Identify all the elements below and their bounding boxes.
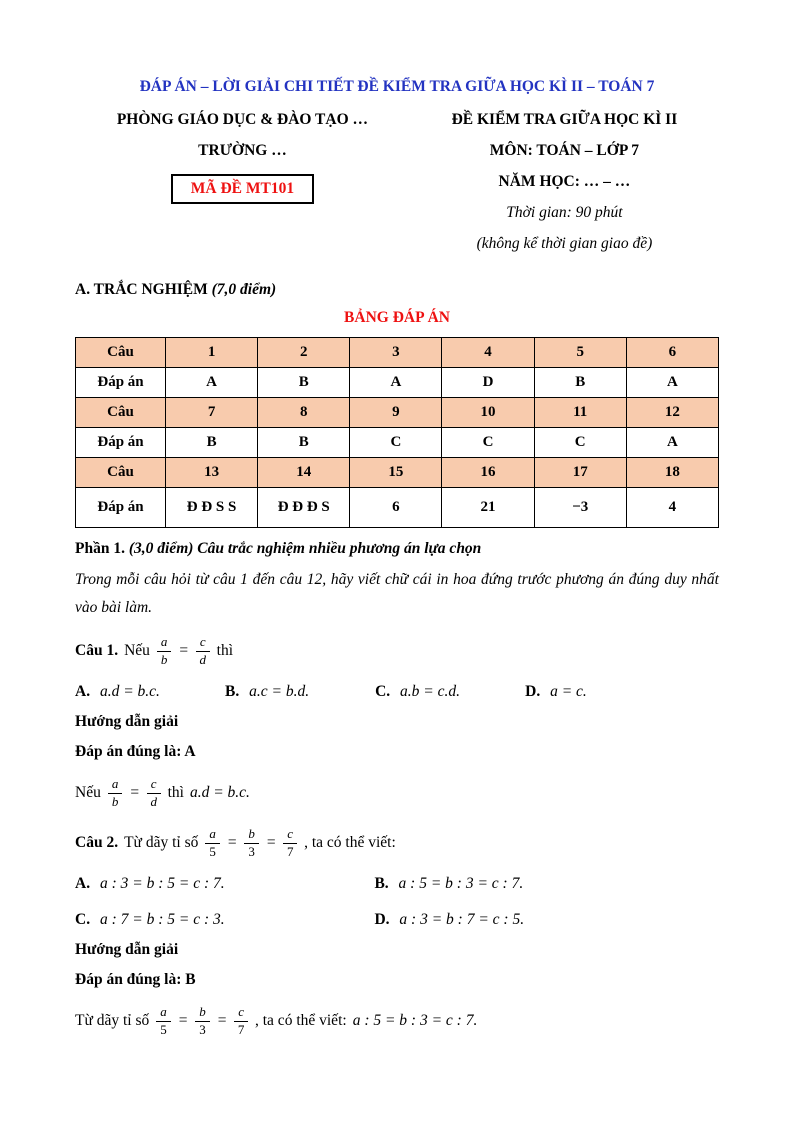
q1-options [75,683,719,701]
fraction-denominator: d [150,793,157,809]
q2-option-b [374,875,673,893]
table-cell: 12 [626,397,718,427]
table-cell: 5 [534,337,626,367]
table-cell: A [626,367,718,397]
table-cell: Đ Đ Đ S [258,487,350,527]
table-row-answers-1 [76,367,719,397]
fraction [156,1005,171,1038]
fraction-numerator: c [147,777,161,794]
fraction [195,1005,210,1038]
table-cell: 14 [258,457,350,487]
option-text: a.c = b.d. [249,683,310,701]
table-cell: D [442,367,534,397]
table-cell: 16 [442,457,534,487]
section-a-heading [75,281,719,299]
option-text: a = c. [550,683,587,701]
q2-option-d [374,911,673,929]
table-cell: B [166,427,258,457]
exam-code: MÃ ĐỀ MT101 [190,179,295,197]
table-row-questions-3 [76,457,719,487]
doc-title: ĐÁP ÁN – LỜI GIẢI CHI TIẾT ĐỀ KIỂM TRA GIỮA HỌC KÌ II – TOÁN 7 [139,78,655,95]
q1-solution [75,773,719,813]
table-cell: 18 [626,457,718,487]
fraction-numerator: b [195,1005,210,1022]
fraction-numerator: b [244,827,259,844]
q1-lead: Nếu [124,642,150,660]
q2-option-a [75,875,374,893]
fraction-numerator: c [283,827,297,844]
q2-solution-expression: a : 5 = b : 3 = c : 7. [352,1012,478,1030]
option-label: D. [374,911,390,929]
option-text: a : 3 = b : 5 = c : 7. [99,875,225,893]
q1-option-c [375,683,525,701]
q2-solution-mid: , ta có thể viết: [255,1012,347,1030]
q1-option-a [75,683,225,701]
row-header-cell: Câu [76,457,166,487]
fraction-numerator: a [205,827,220,844]
equals-sign: = [265,834,277,852]
table-cell: 8 [258,397,350,427]
q1-option-d [525,683,719,701]
section-a-title: A. TRẮC NGHIỆM [75,280,208,298]
q2-solution-lead: Từ dãy tỉ số [75,1012,150,1030]
part1-instruction: Trong mỗi câu hỏi từ câu 1 đến câu 12, hãy viết chữ cái in hoa đứng trước phương án đúng duy nhất vào bài làm. [75,570,719,616]
row-header-cell: Câu [76,397,166,427]
year-line: NĂM HỌC: … – … [498,172,631,190]
table-cell: 6 [626,337,718,367]
q2-label: Câu 2. [75,834,119,852]
table-cell: 10 [442,397,534,427]
table-cell: 6 [350,487,442,527]
table-cell: C [442,427,534,457]
option-label: D. [525,683,541,701]
q2-answer: Đáp án đúng là: B [75,971,196,989]
option-text: a.d = b.c. [99,683,160,701]
table-cell: Đ Đ S S [166,487,258,527]
option-text: a : 7 = b : 5 = c : 3. [99,911,225,929]
table-cell: 9 [350,397,442,427]
row-header-cell: Đáp án [76,367,166,397]
table-cell: 13 [166,457,258,487]
table-row-questions-2 [76,397,719,427]
exam-code-box [171,174,314,204]
exam-title: ĐỀ KIỂM TRA GIỮA HỌC KÌ II [451,111,678,128]
fraction-numerator: a [108,777,123,794]
table-row-questions-1 [76,337,719,367]
table-cell: A [166,367,258,397]
equals-sign: = [129,784,140,802]
fraction-denominator: 7 [237,1021,245,1037]
q2-tail: , ta có thể viết: [304,834,396,852]
part1-title: Câu trắc nghiệm nhiều phương án lựa chọn [197,539,482,557]
table-cell: 1 [166,337,258,367]
fraction [205,827,220,860]
part1-label: Phần 1. [75,539,125,557]
q2-guide-heading: Hướng dẫn giải [75,941,179,959]
table-cell: 11 [534,397,626,427]
fraction-denominator: 5 [209,843,216,859]
fraction-numerator: c [196,635,210,652]
option-label: C. [75,911,91,929]
q2-lead: Từ dãy tỉ số [124,834,199,852]
section-a-points: (7,0 điểm) [211,280,277,298]
fraction-denominator: b [160,651,168,667]
q1-tail: thì [216,642,234,660]
table-cell: B [258,427,350,457]
option-text: a : 5 = b : 3 = c : 7. [398,875,524,893]
department-line: PHÒNG GIÁO DỤC & ĐÀO TẠO … [116,111,369,128]
fraction-numerator: c [234,1005,248,1022]
row-header-cell: Câu [76,337,166,367]
fraction-denominator: 3 [199,1021,206,1037]
q2-solution [75,1001,719,1041]
table-cell: B [258,367,350,397]
table-cell: A [350,367,442,397]
q2-options [75,875,719,929]
fraction-numerator: a [156,1005,171,1022]
fraction [196,635,210,668]
table-cell: 3 [350,337,442,367]
fraction-denominator: b [111,793,119,809]
fraction [108,777,123,810]
header-right [410,110,719,265]
duration-line: Thời gian: 90 phút [506,203,623,221]
fraction [244,827,259,860]
table-cell: A [626,427,718,457]
table-cell: C [534,427,626,457]
q1-answer: Đáp án đúng là: A [75,743,196,761]
q1-solution-mid: thì [167,784,184,802]
header-left [75,110,410,265]
row-header-cell: Đáp án [76,427,166,457]
q1-guide-heading: Hướng dẫn giải [75,713,179,731]
fraction-numerator: a [157,635,172,652]
school-line: TRƯỜNG … [198,141,287,159]
answer-table-title: BẢNG ĐÁP ÁN [344,308,450,326]
option-label: B. [374,875,389,893]
table-cell: 2 [258,337,350,367]
table-cell: 15 [350,457,442,487]
option-label: A. [75,875,91,893]
table-cell: −3 [534,487,626,527]
fraction [147,777,161,810]
answer-table [75,337,719,528]
fraction [283,827,297,860]
table-cell: 21 [442,487,534,527]
table-cell: B [534,367,626,397]
option-text: a.b = c.d. [400,683,461,701]
table-row-answers-2 [76,427,719,457]
table-row-answers-3 [76,487,719,527]
part1-heading [75,540,719,558]
fraction-denominator: 5 [160,1021,167,1037]
q1-solution-lead: Nếu [75,784,101,802]
row-header-cell: Đáp án [76,487,166,527]
q2-heading [75,823,719,863]
subject-line: MÔN: TOÁN – LỚP 7 [489,141,640,159]
option-label: C. [375,683,391,701]
table-cell: 7 [166,397,258,427]
option-text: a : 3 = b : 7 = c : 5. [399,911,525,929]
q2-option-c [75,911,374,929]
fraction-denominator: 7 [286,843,294,859]
q1-heading [75,631,719,671]
duration-note: (không kể thời gian giao đề) [476,234,653,252]
q1-solution-expression: a.d = b.c. [189,784,250,802]
fraction [234,1005,248,1038]
q1-option-b [225,683,375,701]
fraction [157,635,172,668]
fraction-denominator: 3 [248,843,255,859]
table-cell: 4 [626,487,718,527]
table-cell: 17 [534,457,626,487]
table-cell: 4 [442,337,534,367]
option-label: B. [225,683,240,701]
header [75,110,719,265]
table-cell: C [350,427,442,457]
fraction-denominator: d [199,651,207,667]
q1-label: Câu 1. [75,642,119,660]
option-label: A. [75,683,91,701]
equals-sign: = [216,1012,228,1030]
equals-sign: = [178,642,189,660]
equals-sign: = [177,1012,189,1030]
equals-sign: = [226,834,238,852]
part1-points: (3,0 điểm) [128,539,194,557]
